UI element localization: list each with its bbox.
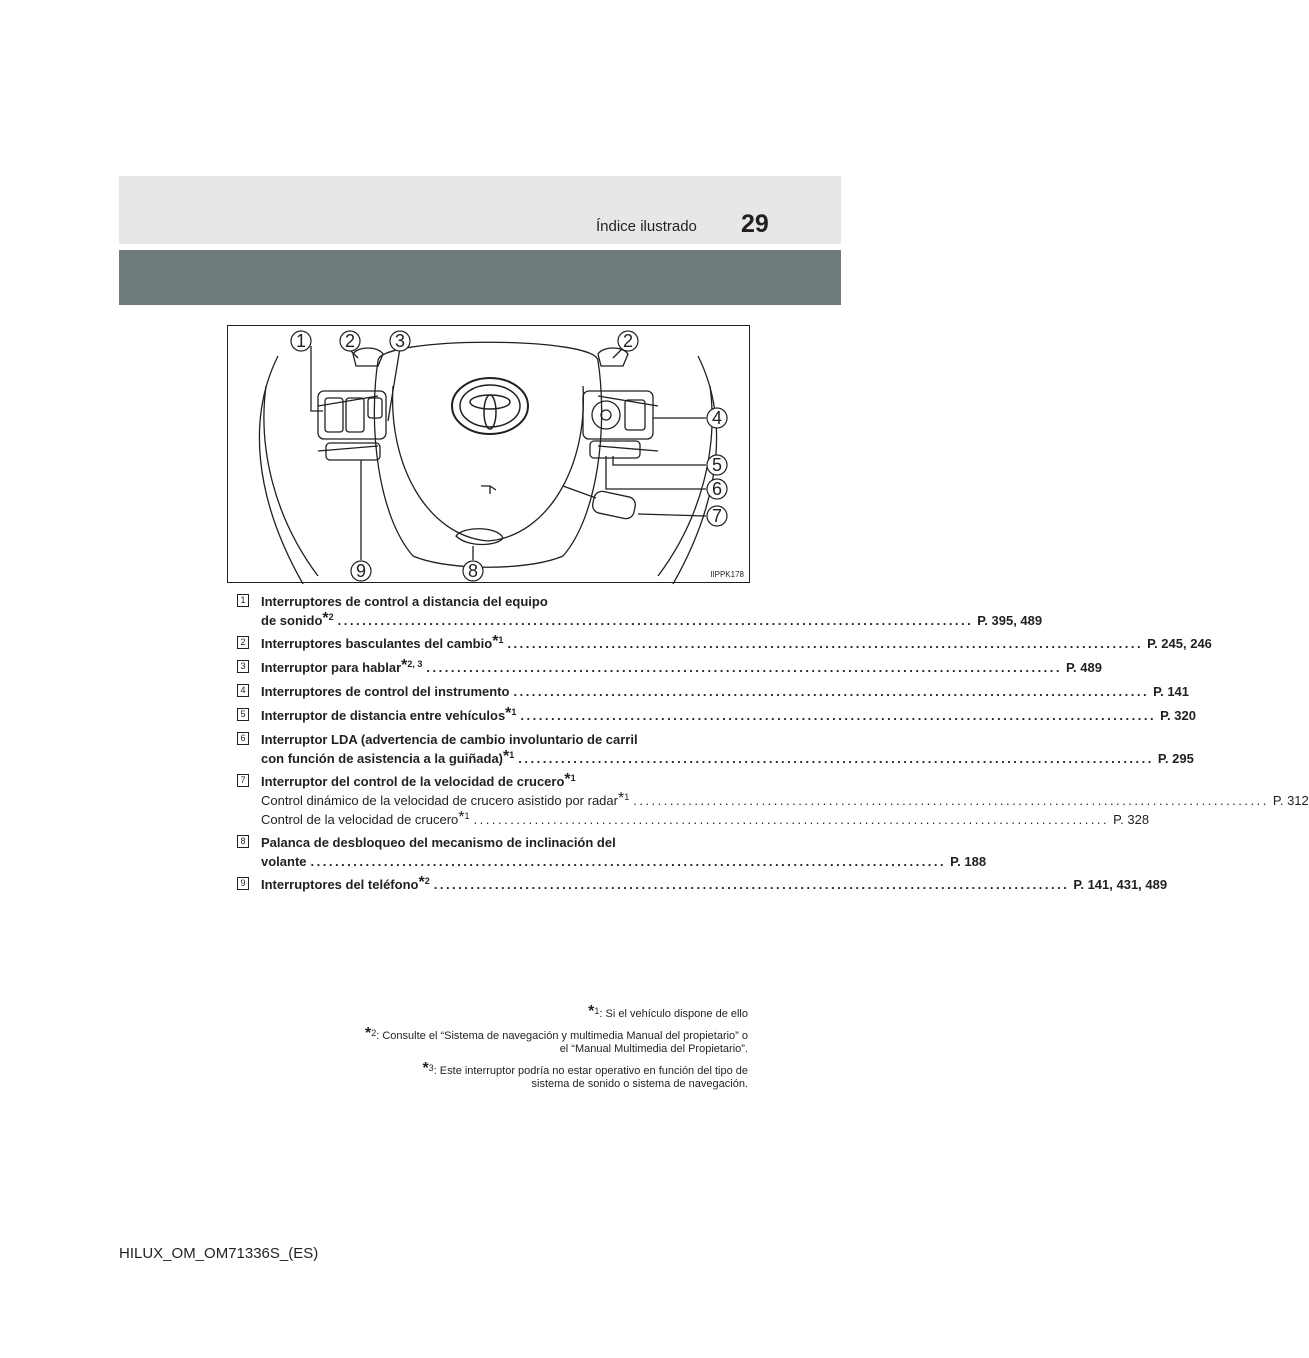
figure-callout: 5 — [711, 455, 723, 475]
footnote-ref: 1 — [624, 792, 630, 802]
list-item: 4 Interruptores de control del instrumento ........................................................................................................ P. 141 — [237, 682, 723, 701]
footnote: *$^2$: Consulte el “Sistema de navegación y multimedia Manual del propietario” o el “Manual Multimedia del Propietario”. — [365, 1025, 748, 1055]
item-number: 1 — [237, 594, 249, 607]
page-ref: P. 320 — [1160, 708, 1196, 723]
item-text: Interruptor LDA (advertencia de cambio involuntario de carril — [261, 732, 638, 747]
figure-callout: 6 — [711, 479, 723, 499]
footnote-ref: 1 — [570, 773, 576, 783]
footnote: *$^3$: Este interruptor podría no estar operativo en función del tipo de sistema de sonido o sistema de navegación. — [422, 1060, 748, 1090]
page-number: 29 — [741, 210, 769, 238]
item-number: 6 — [237, 732, 249, 745]
list-item: 8 Palanca de desbloqueo del mecanismo de inclinación del volante ........................................................................................................ P. 188 — [237, 833, 723, 871]
item-text: Interruptor del control de la velocidad de crucero — [261, 774, 565, 789]
list-item: 6 Interruptor LDA (advertencia de cambio involuntario de carril con función de asistencia a la guiñada)*$^1$ ........................................................................................................ P. 295 — [237, 730, 723, 768]
list-item: 2 Interruptores basculantes del cambio*$^1$ ........................................................................................................ P. 245, 246 — [237, 634, 723, 653]
figure-code: IIPPK178 — [710, 570, 744, 579]
page-ref: P. 188 — [950, 854, 987, 869]
item-text: Interruptor de distancia entre vehículos — [261, 708, 506, 723]
page-ref: P. 312 — [1272, 793, 1309, 808]
footnotes — [228, 1003, 748, 1100]
footnote-ref: 1 — [511, 707, 517, 717]
item-text: Palanca de desbloqueo del mecanismo de inclinación del — [261, 835, 616, 850]
item-text: volante — [261, 854, 307, 869]
figure-callout: 1 — [295, 331, 307, 351]
footnote-ref: 1 — [498, 635, 504, 645]
page-ref: P. 245, 246 — [1147, 636, 1212, 651]
page-ref: P. 295 — [1157, 751, 1194, 766]
page-ref: P. 141, 431, 489 — [1073, 877, 1168, 892]
item-number: 9 — [237, 877, 249, 890]
item-text: Interruptores de control a distancia del equipo — [261, 594, 548, 609]
item-text: de sonido — [261, 613, 323, 628]
footnote: *$^1$: Si el vehículo dispone de ello — [588, 1003, 748, 1020]
item-text: con función de asistencia a la guiñada) — [261, 751, 503, 766]
document-code: HILUX_OM_OM71336S_(ES) — [119, 1245, 319, 1262]
list-item: 5 Interruptor de distancia entre vehículos*$^1$ ........................................................................................................ P. 320 — [237, 706, 723, 725]
item-number: 8 — [237, 835, 249, 848]
list-item: 3 Interruptor para hablar*$^{2, 3}$ ........................................................................................................ P. 489 — [237, 658, 723, 677]
header-band — [119, 176, 841, 244]
footnote-ref: 1 — [464, 811, 470, 821]
item-number: 3 — [237, 660, 249, 673]
section-title: Índice ilustrado — [596, 218, 697, 235]
figure-callout: 7 — [711, 506, 723, 526]
item-text: Interruptores basculantes del cambio — [261, 636, 493, 651]
figure-callout: 3 — [394, 331, 406, 351]
item-number: 7 — [237, 774, 249, 787]
item-number: 2 — [237, 636, 249, 649]
item-number: 5 — [237, 708, 249, 721]
steering-wheel-illustration — [228, 326, 751, 584]
item-subtext: Control de la velocidad de crucero — [261, 812, 459, 827]
page-ref: P. 141 — [1153, 684, 1190, 699]
steering-wheel-figure — [227, 325, 750, 583]
page-ref: P. 395, 489 — [977, 613, 1043, 628]
item-subtext: Control dinámico de la velocidad de crucero asistido por radar — [261, 793, 618, 808]
page-ref: P. 328 — [1113, 812, 1150, 827]
list-item: 1 Interruptores de control a distancia del equipo de sonido*$^2$ ........................................................................................................ P. 395, 489 — [237, 592, 723, 630]
header-dark-band — [119, 250, 841, 305]
figure-callout: 8 — [467, 561, 479, 581]
footnote-ref: 2 — [328, 612, 334, 622]
footnote-ref: 2 — [424, 876, 430, 886]
figure-callout: 9 — [355, 561, 367, 581]
page-ref: P. 489 — [1066, 660, 1102, 675]
figure-callout: 4 — [711, 408, 723, 428]
list-item: 7 Interruptor del control de la velocidad de crucero*$^1$ Control dinámico de la velocidad de crucero asistido por radar*$^1$ ........................................................................................................ P. 312 Control de la velocidad de crucero*$^1$ ........................................................................................................ P. 328 — [237, 772, 723, 829]
item-number: 4 — [237, 684, 249, 697]
item-text: Interruptor para hablar — [261, 660, 402, 675]
figure-callout: 2 — [344, 331, 356, 351]
item-text: Interruptores de control del instrumento — [261, 684, 510, 699]
figure-callout: 2 — [622, 331, 634, 351]
list-item: 9 Interruptores del teléfono*$^2$ ........................................................................................................ P. 141, 431, 489 — [237, 875, 723, 894]
item-text: Interruptores del teléfono — [261, 877, 419, 892]
footnote-ref: 2, 3 — [407, 659, 423, 669]
footnote-ref: 1 — [509, 750, 515, 760]
